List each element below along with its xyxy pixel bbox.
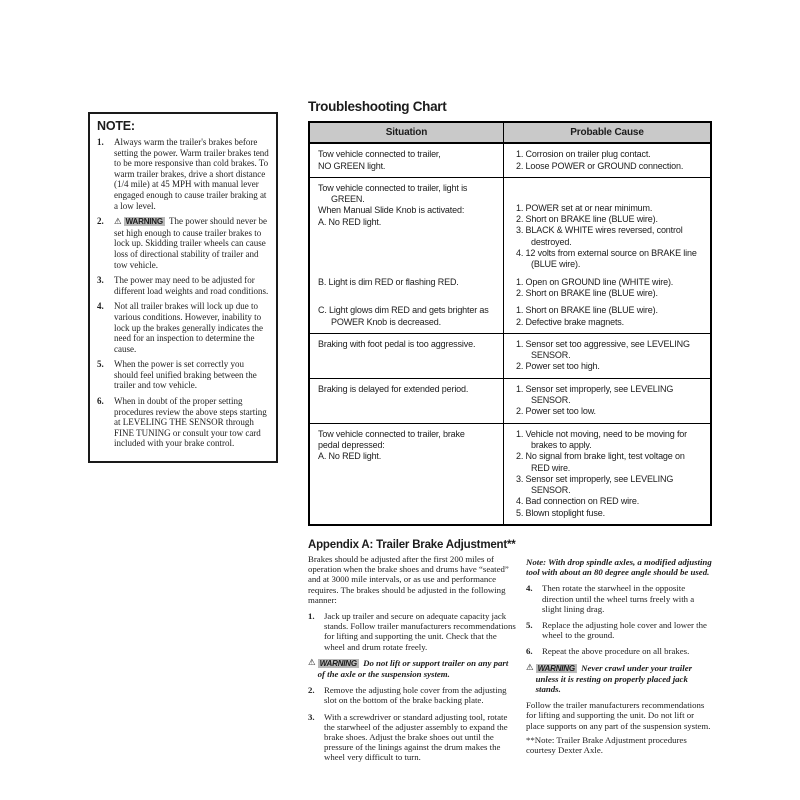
situation-line: NO GREEN light. bbox=[318, 160, 386, 171]
table-row-segment bbox=[310, 424, 710, 524]
note-item-number: 6. bbox=[97, 396, 104, 407]
cause-item: 1. Short on BRAKE line (BLUE wire). bbox=[516, 305, 658, 316]
note-item bbox=[97, 359, 269, 391]
probable-cause-cell bbox=[504, 301, 710, 333]
cause-item: 2. Short on BRAKE line (BLUE wire). bbox=[516, 287, 658, 298]
appendix-step-number: 6. bbox=[526, 646, 533, 657]
situation-line: Tow vehicle connected to trailer, light is GREEN. bbox=[318, 182, 468, 205]
note-box-title: NOTE: bbox=[97, 119, 135, 133]
note-item bbox=[97, 216, 269, 270]
cause-item: 2. Defective brake magnets. bbox=[516, 316, 625, 327]
note-item bbox=[97, 301, 269, 354]
situation-line: When Manual Slide Knob is activated: bbox=[318, 205, 465, 216]
appendix-step bbox=[308, 685, 516, 705]
cause-item: 4. 12 volts from external source on BRAKE line (BLUE wire). bbox=[516, 248, 697, 270]
situation-line: Tow vehicle connected to trailer, bbox=[318, 149, 441, 160]
note-item-text: When the power is set correctly you should feel unified braking between the trailer and tow vehicle. bbox=[114, 359, 257, 391]
appendix-warning bbox=[308, 658, 516, 679]
situation-line: Braking is delayed for extended period. bbox=[318, 383, 469, 394]
situation-line: C. Light glows dim RED and gets brighter as POWER Knob is decreased. bbox=[318, 305, 489, 327]
table-row bbox=[310, 378, 710, 423]
appendix-warning-text: WARNING Do not lift or support trailer on any part of the axle or the suspension system. bbox=[317, 657, 509, 680]
table-row bbox=[310, 177, 710, 333]
cause-item: 2. Power set too low. bbox=[516, 406, 596, 417]
column-header-probable-cause: Probable Cause bbox=[570, 127, 644, 138]
situation-line: A. No RED light. bbox=[318, 451, 382, 462]
column-header-situation: Situation bbox=[310, 123, 504, 142]
cause-item: 1. Sensor set improperly, see LEVELING SENSOR. bbox=[516, 383, 674, 406]
situation-cell bbox=[310, 301, 504, 333]
situation-line: pedal depressed: bbox=[318, 439, 385, 450]
appendix-section bbox=[308, 539, 712, 769]
situation-cell bbox=[310, 144, 504, 177]
probable-cause-cell bbox=[504, 178, 710, 273]
cause-item: 2. Loose POWER or GROUND connection. bbox=[516, 160, 684, 171]
appendix-step-text: Repeat the above procedure on all brakes. bbox=[542, 646, 690, 657]
appendix-step-text: Replace the adjusting hole cover and lower the wheel to the ground. bbox=[542, 620, 707, 641]
warning-triangle-icon: ⚠ bbox=[114, 217, 122, 228]
appendix-step-number: 3. bbox=[308, 711, 315, 722]
troubleshooting-chart-title: Troubleshooting Chart bbox=[308, 99, 447, 114]
appendix-step-number: 1. bbox=[308, 611, 315, 622]
cause-item: 1. Vehicle not moving, need to be moving for brakes to apply. bbox=[516, 428, 688, 450]
cause-item: 1. Corrosion on trailer plug contact. bbox=[516, 149, 651, 160]
table-row bbox=[310, 333, 710, 378]
cause-item: 3. Sensor set improperly, see LEVELING SENSOR. bbox=[516, 473, 674, 496]
troubleshooting-table bbox=[308, 121, 712, 526]
appendix-footnote: **Note: Trailer Brake Adjustment procedures courtesy Dexter Axle. bbox=[526, 734, 687, 756]
appendix-step bbox=[526, 583, 712, 614]
appendix-paragraph: Follow the trailer manufacturers recommendations for lifting and supporting the unit. Do not lift or place supports on any part of the suspension system. bbox=[526, 700, 711, 731]
probable-cause-cell bbox=[504, 273, 710, 302]
note-list bbox=[97, 137, 269, 449]
situation-cell bbox=[310, 178, 504, 273]
note-item bbox=[97, 137, 269, 211]
note-item-number: 2. bbox=[97, 216, 104, 227]
warning-label: WARNING bbox=[319, 658, 357, 668]
appendix-step bbox=[308, 611, 516, 652]
warning-triangle-icon: ⚠ bbox=[526, 663, 534, 674]
table-row-segment bbox=[310, 273, 710, 302]
appendix-left-column bbox=[308, 554, 516, 769]
note-item-number: 4. bbox=[97, 301, 104, 312]
appendix-right-column bbox=[526, 554, 712, 769]
cause-item: 4. Bad connection on RED wire. bbox=[516, 496, 640, 507]
cause-item: 1. Open on GROUND line (WHITE wire). bbox=[516, 276, 674, 287]
note-item-text: The power may need to be adjusted for different load weights and road conditions. bbox=[114, 275, 269, 296]
table-row-segment bbox=[310, 379, 710, 423]
cause-item: 2. Short on BRAKE line (BLUE wire). bbox=[516, 214, 658, 225]
table-row-segment bbox=[310, 301, 710, 333]
note-item bbox=[97, 275, 269, 296]
appendix-step-number: 5. bbox=[526, 620, 533, 631]
cause-item: 2. Power set too high. bbox=[516, 361, 600, 372]
situation-cell bbox=[310, 273, 504, 302]
appendix-left-blocks bbox=[308, 611, 516, 763]
table-row bbox=[310, 423, 710, 524]
appendix-step-number: 2. bbox=[308, 685, 315, 696]
appendix-note: Note: With drop spindle axles, a modified adjusting tool with about an 80 degree angle should be used. bbox=[526, 557, 712, 578]
table-row-segment bbox=[310, 144, 710, 177]
appendix-step-number: 4. bbox=[526, 583, 533, 594]
appendix-step-text: Jack up trailer and secure on adequate capacity jack stands. Follow trailer manufacturers recommendations for lifting and supporting the unit. Check that the wheel and drum rotate freely. bbox=[324, 611, 516, 652]
situation-line: Tow vehicle connected to trailer, brake bbox=[318, 428, 465, 439]
main-column bbox=[308, 99, 712, 769]
note-item-text: When in doubt of the proper setting procedures review the above steps starting at LEVELING THE SENSOR through FINE TUNING or consult your tow card included with your brake control. bbox=[114, 396, 267, 449]
appendix-warning-text: WARNING Never crawl under your trailer unless it is resting on properly placed jack stands. bbox=[535, 662, 693, 695]
warning-triangle-icon: ⚠ bbox=[308, 658, 316, 669]
appendix-title: Appendix A: Trailer Brake Adjustment** bbox=[308, 539, 516, 552]
table-row bbox=[310, 144, 710, 177]
situation-line: A. No RED light. bbox=[318, 216, 382, 227]
warning-label: WARNING bbox=[125, 217, 163, 227]
probable-cause-cell bbox=[504, 334, 710, 378]
warning-label: WARNING bbox=[537, 663, 575, 673]
table-row-segment bbox=[310, 334, 710, 378]
table-header-row bbox=[310, 123, 710, 144]
situation-cell bbox=[310, 334, 504, 378]
note-item-text: ⚠ WARNING The power should never be set high enough to cause trailer brakes to lock up. Skidding trailer wheels can cause loss of directional stability of trailer and tow vehicle. bbox=[114, 216, 267, 270]
cause-item: 5. Blown stoplight fuse. bbox=[516, 507, 605, 518]
situation-cell bbox=[310, 424, 504, 524]
appendix-step-text: With a screwdriver or standard adjusting tool, rotate the starwheel of the adjuster assembly to expand the brake shoes. Adjust the brake shoes out until the pressure of the linings against the drum makes the wheel very difficult to turn. bbox=[324, 711, 508, 763]
cause-item: 3. BLACK & WHITE wires reversed, control destroyed. bbox=[516, 225, 683, 247]
probable-cause-cell bbox=[504, 379, 710, 423]
note-item-text: Always warm the trailer's brakes before setting the power. Warm trailer brakes tend to be more responsive than cold brakes. To warm trailer brakes, drive a short distance (1/4 mile) at 45 MPH with manual lever engaged enough to cause trailer braking at a low level. bbox=[114, 137, 269, 211]
probable-cause-cell bbox=[504, 424, 710, 524]
appendix-step bbox=[308, 712, 516, 763]
note-item-number: 1. bbox=[97, 137, 104, 147]
cause-item: 1. POWER set at or near minimum. bbox=[516, 202, 653, 213]
appendix-step bbox=[526, 620, 712, 640]
note-item-text: Not all trailer brakes will lock up due to various conditions. However, inability to lock up the brakes generally indicates the need for an inspection to determine the cause. bbox=[114, 301, 263, 354]
appendix-columns bbox=[308, 554, 712, 769]
probable-cause-cell bbox=[504, 144, 710, 177]
table-body bbox=[310, 144, 710, 524]
cause-item: 2. No signal from brake light, test voltage on RED wire. bbox=[516, 451, 685, 473]
note-box bbox=[88, 112, 278, 463]
appendix-intro: Brakes should be adjusted after the first 200 miles of operation when the brake shoes and drums have “seated” and at 3000 mile intervals, or as use and performance requires. The brakes should be adjusted in the following manner: bbox=[308, 554, 509, 605]
situation-cell bbox=[310, 379, 504, 423]
table-row-segment bbox=[310, 178, 710, 273]
appendix-warning bbox=[526, 663, 712, 695]
appendix-step-text: Remove the adjusting hole cover from the adjusting slot on the bottom of the brake backing plate. bbox=[324, 685, 507, 706]
situation-line: Braking with foot pedal is too aggressive. bbox=[318, 338, 476, 349]
note-item bbox=[97, 396, 269, 449]
note-item-number: 5. bbox=[97, 359, 104, 370]
situation-line: B. Light is dim RED or flashing RED. bbox=[318, 276, 459, 287]
cause-item: 1. Sensor set too aggressive, see LEVELING SENSOR. bbox=[516, 338, 690, 361]
appendix-step-text: Then rotate the starwheel in the opposite direction until the wheel turns freely with a slight lining drag. bbox=[542, 583, 695, 614]
note-item-number: 3. bbox=[97, 275, 104, 286]
appendix-step bbox=[526, 646, 712, 656]
